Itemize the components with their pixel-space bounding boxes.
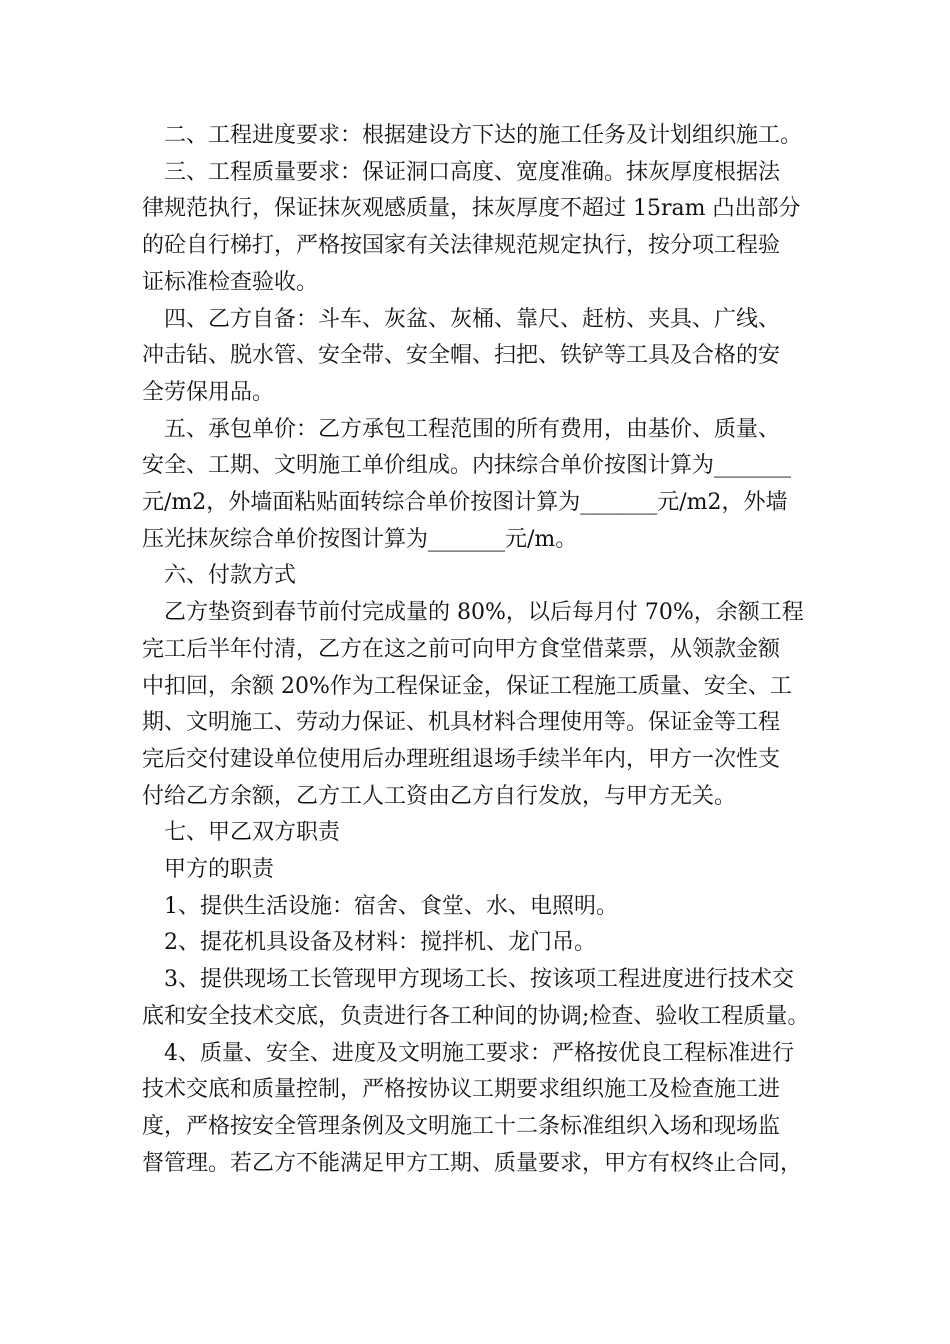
text-line: 2、提花机具设备及材料：搅拌机、龙门吊。 (164, 930, 596, 956)
text-line: 四、乙方自备：斗车、灰盆、灰桶、靠尺、赶枋、夹具、广线、 (164, 306, 781, 332)
text-line: 中扣回，余额 20%作为工程保证金，保证工程施工质量、安全、工 (142, 673, 792, 699)
text-line: 底和安全技术交底，负责进行各工种间的协调;检查、验收工程质量。 (142, 1003, 810, 1029)
text-line: 五、承包单价：乙方承包工程范围的所有费用，由基价、质量、 (164, 416, 781, 442)
paragraph (142, 962, 820, 1035)
paragraph (142, 412, 820, 559)
text-line: 冲击钻、脱水管、安全带、安全帽、扫把、铁铲等工具及合格的安 (142, 343, 781, 369)
text-line: 技术交底和质量控制，严格按协议工期要求组织施工及检查施工进 (142, 1077, 781, 1103)
text-line: 七、甲乙双方职责 (164, 820, 341, 846)
text-line: 三、工程质量要求：保证洞口高度、宽度准确。抹灰厚度根据法 (164, 159, 781, 185)
paragraph (142, 155, 820, 302)
text-line: 4、质量、安全、进度及文明施工要求：严格按优良工程标准进行 (164, 1040, 794, 1066)
paragraph (142, 1036, 820, 1183)
text-line: 安全、工期、文明施工单价组成。内抹综合单价按图计算为_______ (142, 453, 792, 479)
text-line: 督管理。若乙方不能满足甲方工期、质量要求，甲方有权终止合同， (142, 1150, 803, 1176)
text-line: 付给乙方余额，乙方工人工资由乙方自行发放，与甲方无关。 (142, 783, 737, 809)
paragraph (142, 852, 820, 889)
paragraph (142, 302, 820, 412)
text-line: 律规范执行，保证抹灰观感质量，抹灰厚度不超过 15ram 凸出部分 (142, 196, 801, 222)
text-line: 压光抹灰综合单价按图计算为_______元/m。 (142, 526, 578, 552)
text-line: 元/m2，外墙面粘贴面转综合单价按图计算为_______元/m2，外墙 (142, 490, 788, 516)
paragraph (142, 595, 820, 815)
text-line: 3、提供现场工长管现甲方现场工长、按该项工程进度进行技术交 (164, 967, 794, 993)
text-line: 期、文明施工、劳动力保证、机具材料合理使用等。保证金等工程 (142, 710, 781, 736)
text-line: 二、工程进度要求：根据建设方下达的施工任务及计划组织施工。 (164, 123, 803, 148)
text-line: 六、付款方式 (164, 563, 297, 589)
text-line: 乙方垫资到春节前付完成量的 80%，以后每月付 70%，余额工程 (164, 600, 804, 626)
paragraph (142, 815, 820, 852)
text-line: 度，严格按安全管理条例及文明施工十二条标准组织入场和现场监 (142, 1113, 781, 1139)
text-line: 完后交付建设单位使用后办理班组退场手续半年内，甲方一次性支 (142, 746, 781, 772)
paragraph (142, 889, 820, 926)
text-line: 完工后半年付清，乙方在这之前可向甲方食堂借菜票，从领款金额 (142, 636, 781, 662)
text-line: 甲方的职责 (164, 857, 275, 883)
text-line: 全劳保用品。 (142, 379, 275, 405)
paragraph (142, 558, 820, 595)
text-line: 的砼自行梯打，严格按国家有关法律规范规定执行，按分项工程验 (142, 233, 781, 259)
text-line: 证标准检查验收。 (142, 269, 319, 295)
paragraph (142, 118, 820, 155)
paragraph (142, 925, 820, 962)
text-line: 1、提供生活设施：宿舍、食堂、水、电照明。 (164, 893, 618, 919)
